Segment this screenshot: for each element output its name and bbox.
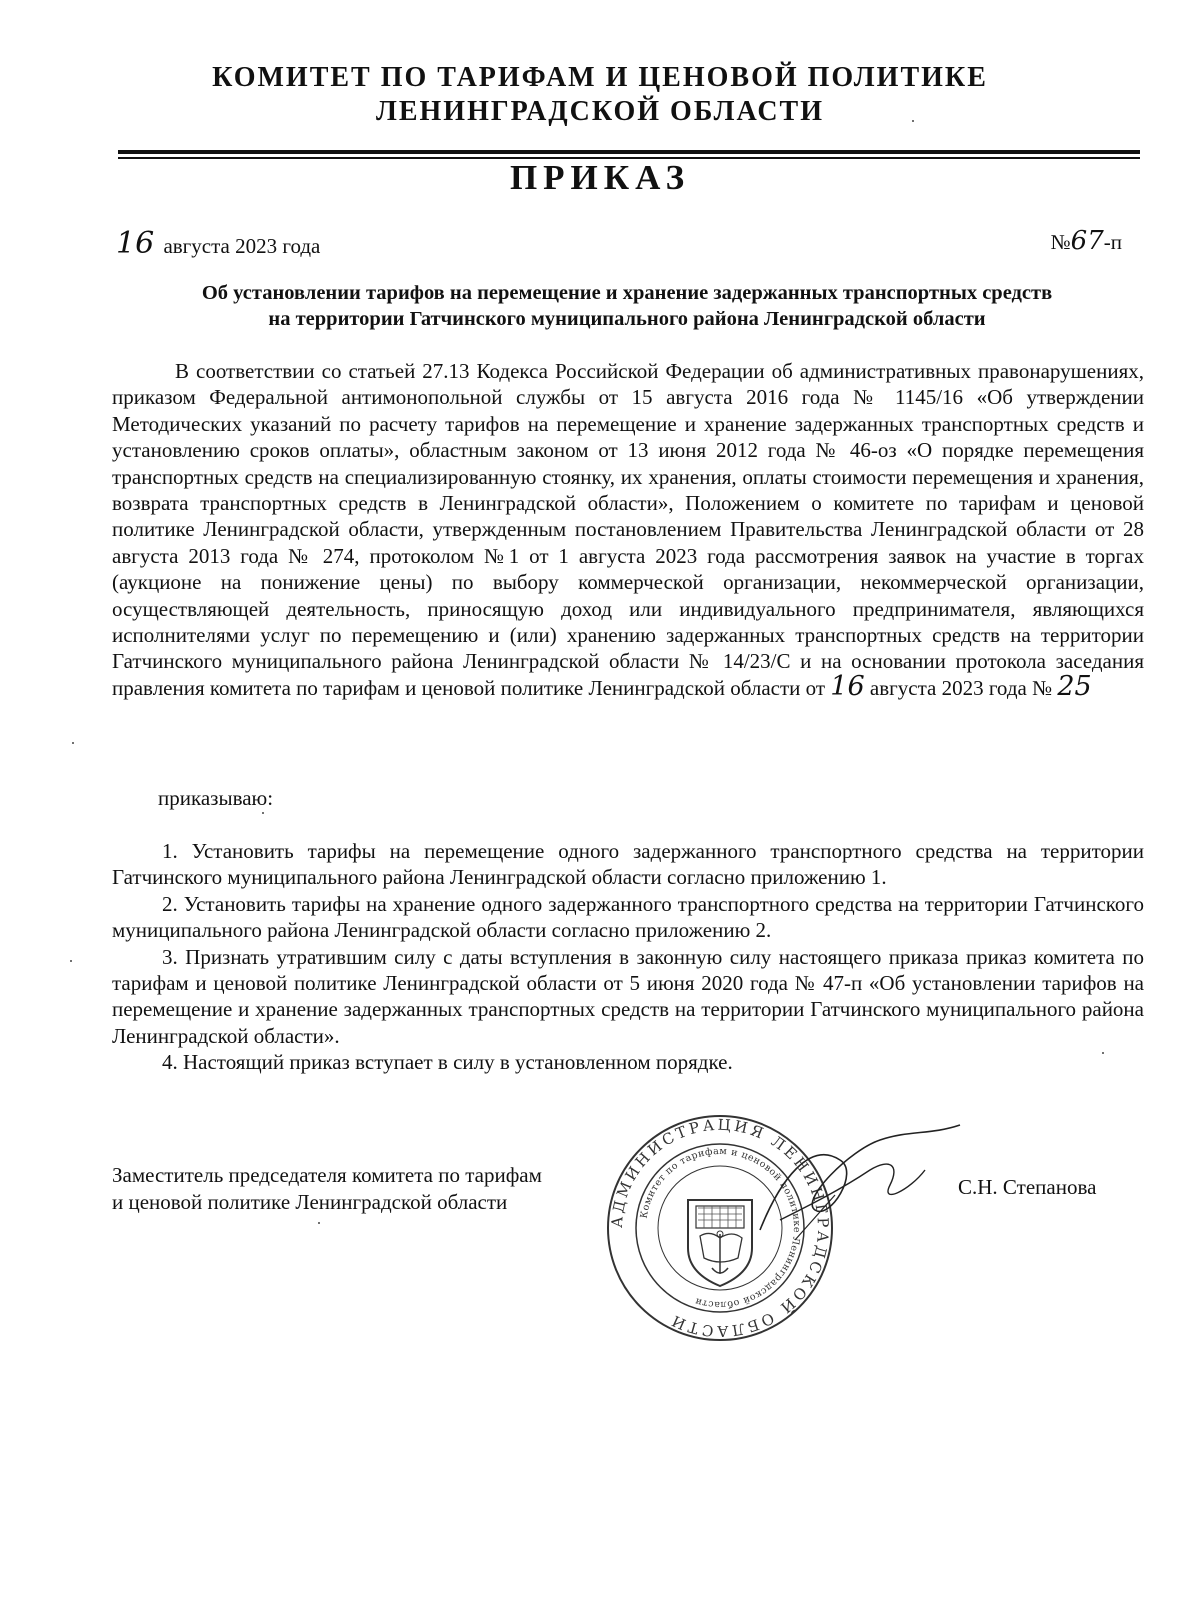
position-line2: и ценовой политике Ленинградской области	[112, 1190, 508, 1214]
order-item: 2. Установить тарифы на хранение одного задержанного транспортного средства на территории Гатчинского муниципального района Ленинградской области согласно приложению 2.	[112, 891, 1144, 943]
subject-line2: на территории Гатчинского муниципального района Ленинградской области	[268, 308, 986, 330]
scan-speck	[70, 960, 72, 962]
org-name-line1: КОМИТЕТ ПО ТАРИФАМ И ЦЕНОВОЙ ПОЛИТИКЕ	[212, 62, 988, 93]
scan-speck	[262, 812, 264, 814]
document-type-title: ПРИКАЗ	[509, 158, 691, 197]
protocol-date-tail: августа 2023 года №	[869, 675, 1053, 700]
stamp-inner-text: Комитет по тарифам и ценовой политике Ленинградской области	[638, 1145, 803, 1311]
number-handwritten: 67	[1070, 226, 1104, 256]
date-day-handwritten: 16	[116, 226, 155, 261]
scan-speck	[1102, 1052, 1104, 1054]
order-items	[112, 838, 1144, 1076]
document-number	[1051, 226, 1122, 256]
document-date	[116, 226, 320, 261]
signatory-position	[112, 1162, 542, 1216]
scan-speck	[912, 120, 914, 122]
org-name-line2: ЛЕНИНГРАДСКОЙ ОБЛАСТИ	[375, 96, 825, 127]
order-item: 3. Признать утратившим силу с даты вступления в законную силу настоящего приказа приказ комитета по тарифам и ценовой политике Ленинградской области от 5 июня 2020 года № 47-п «Об установлении тарифов на перемещение и хранение задержанных транспортных средств на территории Гатчинского муниципального района Ленинградской области».	[112, 944, 1144, 1048]
date-month-year: августа 2023 года	[163, 234, 321, 258]
scan-speck	[72, 742, 74, 744]
signatory-name: С.Н. Степанова	[958, 1175, 1097, 1199]
document-subject	[112, 280, 1142, 332]
protocol-number-handwritten: 25	[1057, 670, 1092, 702]
order-item: 1. Установить тарифы на перемещение одного задержанного транспортного средства на территории Гатчинского муниципального района Ленинградской области согласно приложению 1.	[112, 839, 1144, 890]
protocol-day-handwritten: 16	[830, 670, 865, 702]
number-prefix: №	[1050, 230, 1071, 254]
number-suffix: -п	[1103, 230, 1122, 254]
stamp-outer-text: АДМИНИСТРАЦИЯ ЛЕНИНГРАДСКОЙ ОБЛАСТИ	[607, 1115, 833, 1341]
order-word: приказываю:	[158, 786, 274, 810]
preamble-text: В соответствии со статьей 27.13 Кодекса Российской Федерации об административных правонарушениях, приказом Федеральной антимонопольной службы от 15 августа 2016 года № 1145/16 «Об утверждении Методических указаний по расчету тарифов на перемещение и хранение задержанных транспортных средств и установлению сроков оплаты», областным законом от 13 июня 2012 года № 46-оз «О порядке перемещения транспортных средств на специализированную стоянку, их хранения, оплаты стоимости перемещения и хранения, возврата транспортных средств в Ленинградской области», Положением о комитете по тарифам и ценовой политике Ленинградской области, утвержденным постановлением Правительства Ленинградской области от 28 августа 2013 года № 274, протоколом №1 от 1 августа 2023 года рассмотрения заявок на участие в торгах (аукционе на понижение цены) по выбору коммерческой организации, некоммерческой организации, осуществляющей деятельность, приносящую доход или индивидуального предпринимателя, являющихся исполнителями услуг по перемещению и (или) хранению задержанных транспортных средств на территории Гатчинского муниципального района Ленинградской области № 14/23/С и на основании протокола заседания правления комитета по тарифам и ценовой политике Ленинградской области от	[112, 359, 1144, 700]
position-line1: Заместитель председателя комитета по тарифам	[112, 1163, 542, 1187]
preamble-paragraph	[112, 358, 1144, 701]
scan-speck	[318, 1222, 320, 1224]
header-rule-thick	[118, 150, 1140, 154]
subject-line1: Об установлении тарифов на перемещение и хранение задержанных транспортных средств	[201, 282, 1053, 304]
order-item: 4. Настоящий приказ вступает в силу в установленном порядке.	[162, 1050, 733, 1075]
